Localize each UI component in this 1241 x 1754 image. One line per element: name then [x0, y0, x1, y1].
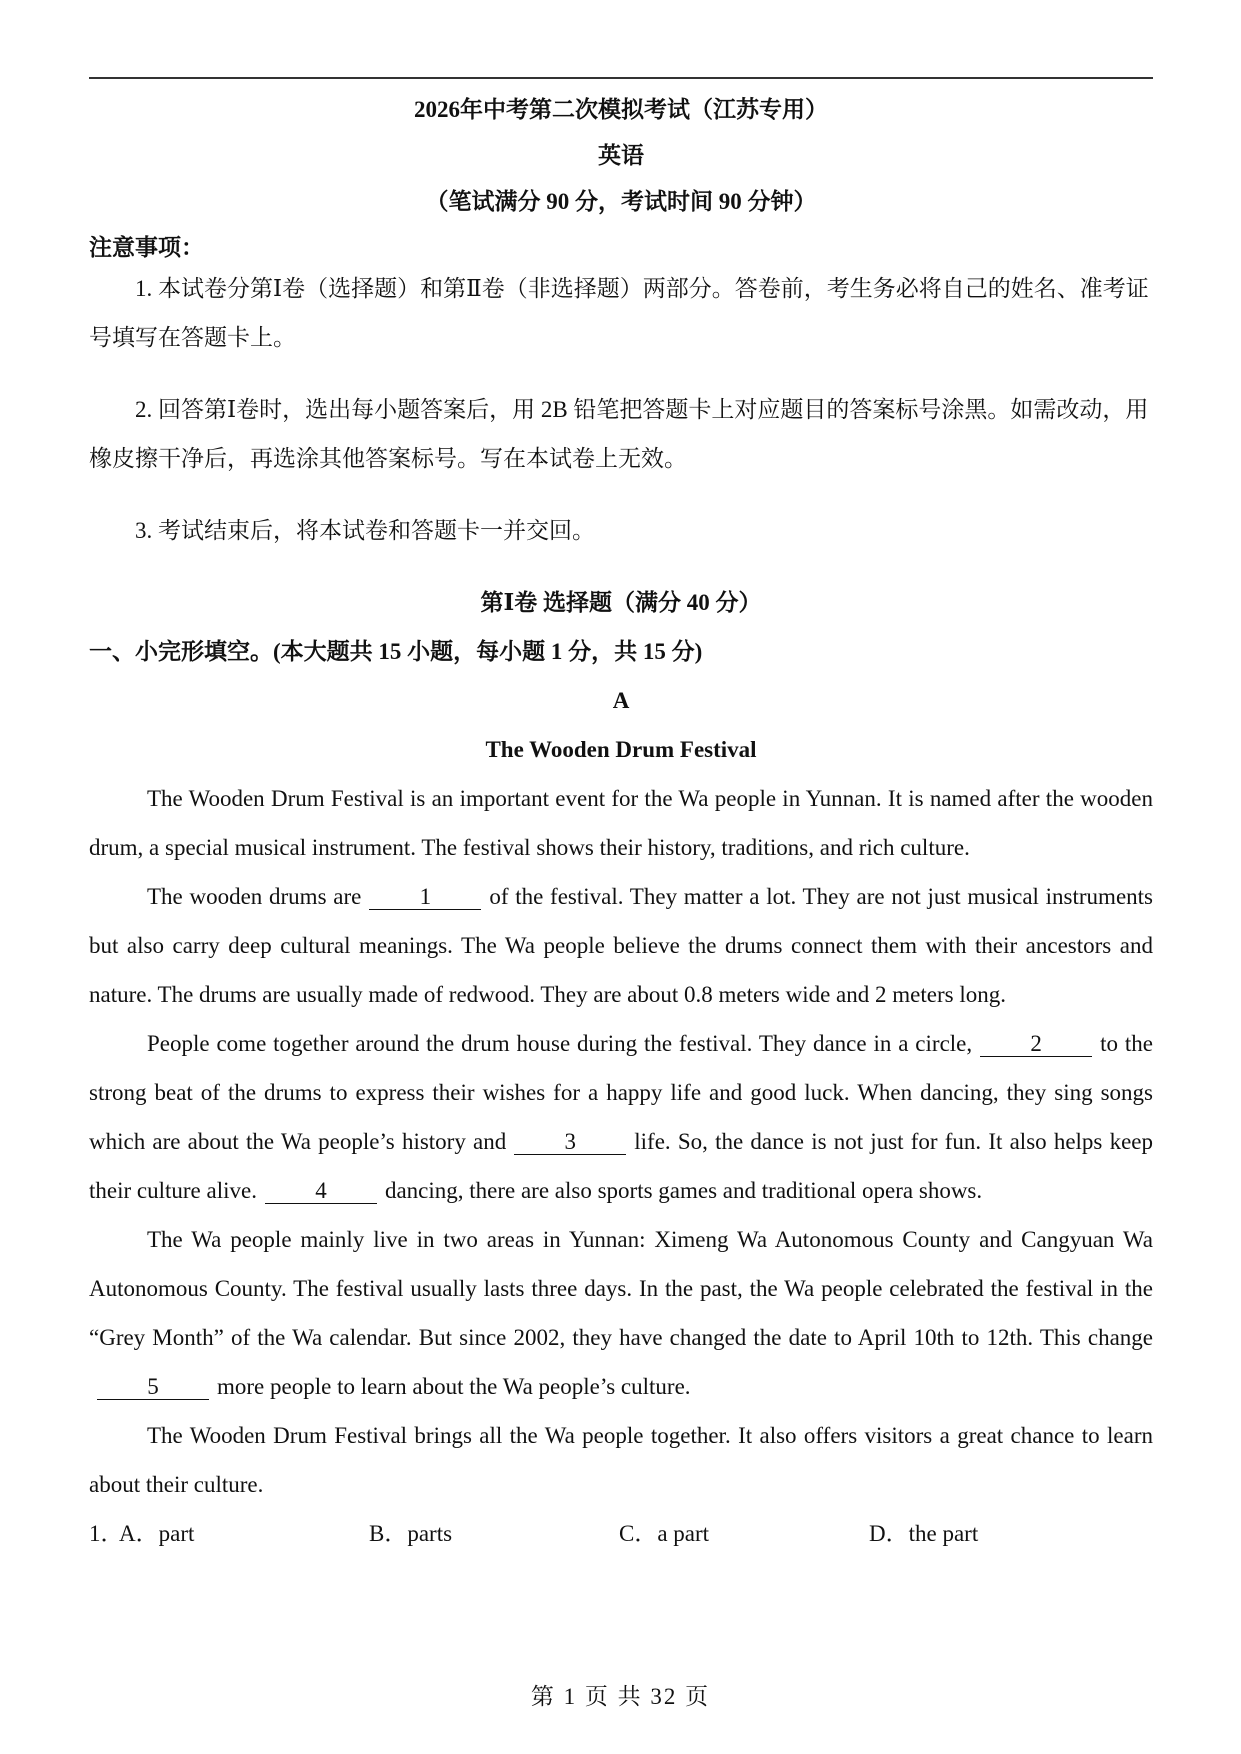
paragraph-4: [89, 1215, 1153, 1411]
exam-title: 2026年中考第二次模拟考试（江苏专用）: [414, 97, 828, 122]
paragraph-text: to the strong beat of the drums to express their wishes for a happy life and good luck. When dancing, they sing songs which are about the Wa people’s history and: [89, 1031, 1153, 1154]
option-c: C．a part: [619, 1521, 710, 1546]
paragraph-5: The Wooden Drum Festival brings all the Wa people together. It also offers visitors a great chance to learn about their culture.: [89, 1423, 1153, 1497]
paragraph-3: [89, 1019, 1153, 1215]
paragraph-1: The Wooden Drum Festival is an important event for the Wa people in Yunnan. It is named after the wooden drum, a special musical instrument. The festival shows their history, traditions, and rich culture.: [89, 786, 1153, 860]
score-info: （笔试满分 90 分，考试时间 90 分钟）: [425, 189, 817, 214]
paragraph-text: The Wa people mainly live in two areas in Yunnan: Ximeng Wa Autonomous County and Cangyuan Wa Autonomous County. The festival usually lasts three days. In the past, the Wa people celebrated the festival in the “Grey Month” of the Wa calendar. But since 2002, they have changed the date to April 10th to 12th. This change: [89, 1227, 1153, 1350]
blank-1: 1: [369, 885, 481, 910]
subject-title: 英语: [598, 143, 644, 168]
notice-item: 3. 考试结束后，将本试卷和答题卡一并交回。: [135, 518, 595, 543]
notice-item: 2. 回答第Ⅰ卷时，选出每小题答案后，用 2B 铅笔把答题卡上对应题目的答案标号涂黑。如需改动，用橡皮擦干净后，再选涂其他答案标号。写在本试卷上无效。: [89, 397, 1149, 471]
passage-letter: A: [612, 688, 630, 713]
section-heading: 一、小完形填空。(本大题共 15 小题，每小题 1 分，共 15 分): [89, 639, 703, 664]
paragraph-text: of the festival. They matter a lot. They are not just musical instruments but also carry deep cultural meanings. The Wa people believe the drums connect them with their ancestors and nature. The drums are usually made of redwood. They are about 0.8 meters wide and 2 meters long.: [89, 884, 1153, 1007]
paragraph-text: life. So, the dance is not just for fun. It also helps keep their culture alive.: [89, 1129, 1153, 1203]
option-d: D．the part: [869, 1521, 979, 1546]
blank-2: 2: [980, 1032, 1092, 1057]
passage-title: The Wooden Drum Festival: [485, 737, 757, 762]
blank-4: 4: [265, 1179, 377, 1204]
option-a: A．part: [119, 1521, 195, 1546]
top-rule: [89, 77, 1153, 79]
notice-item: 1. 本试卷分第Ⅰ卷（选择题）和第Ⅱ卷（非选择题）两部分。答卷前，考生务必将自己的姓名、准考证号填写在答题卡上。: [89, 276, 1149, 350]
paragraph-text: People come together around the drum house during the festival. They dance in a circle,: [147, 1031, 973, 1056]
blank-3: 3: [514, 1130, 626, 1155]
page-footer: 第 1 页 共 32 页: [530, 1684, 711, 1709]
paragraph-2: [89, 872, 1153, 1019]
notice-heading: 注意事项：: [89, 235, 204, 260]
question-number: 1．: [89, 1521, 124, 1546]
exam-page: [89, 94, 1153, 1558]
option-b: B．parts: [369, 1521, 453, 1546]
paragraph-text: more people to learn about the Wa people’s culture.: [217, 1374, 691, 1399]
paragraph-text: dancing, there are also sports games and traditional opera shows.: [384, 1178, 983, 1203]
paragraph-text: The wooden drums are: [147, 884, 362, 909]
blank-5: 5: [97, 1375, 209, 1400]
question-1-options: [89, 1509, 1153, 1558]
part-title: 第Ⅰ卷 选择题（满分 40 分）: [480, 590, 762, 615]
